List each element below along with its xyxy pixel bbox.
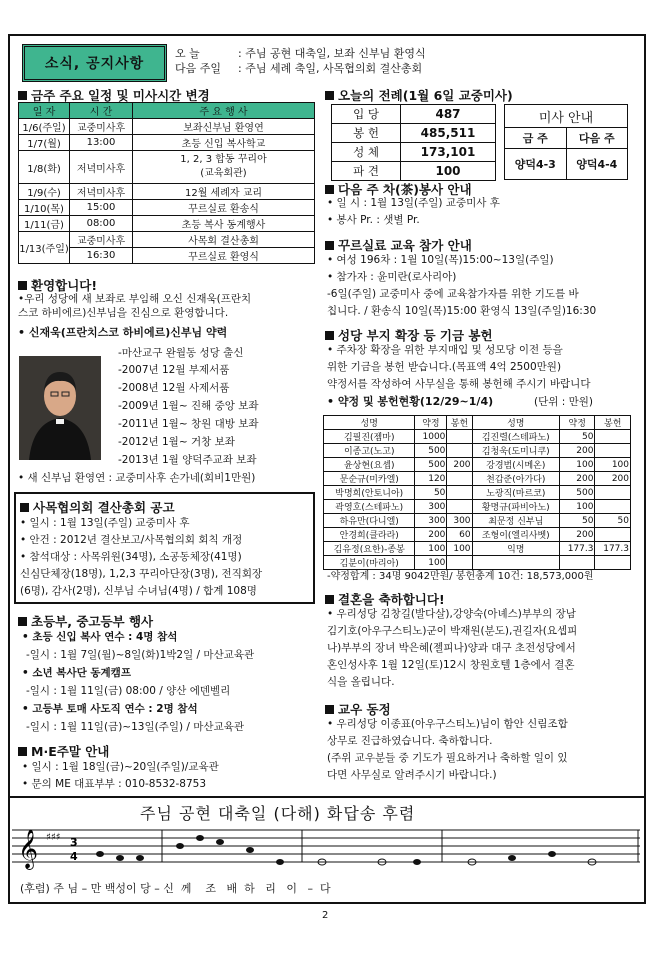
council-heading [20, 498, 175, 516]
bullet-square-icon [325, 241, 334, 250]
bullet-square-icon [18, 91, 27, 100]
youth-title: 초등부, 중고등부 행사 [31, 614, 154, 629]
donation-amount: 50 [559, 430, 594, 444]
schedule-date: 1/9(수) [19, 184, 70, 200]
bullet-square-icon [18, 747, 27, 756]
donation-amount: 300 [415, 514, 447, 528]
mass-guide-table [504, 104, 628, 180]
table-row [332, 143, 496, 162]
donor-name: 문순규(미카엘) [324, 472, 415, 486]
schedule-event: 초등 복사 동계행사 [133, 216, 315, 232]
youth-item: • 초등 신입 복사 연수 : 4명 참석 [22, 631, 178, 643]
donation-amount: 177.3 [559, 542, 594, 556]
schedule-time: 13:00 [70, 135, 133, 151]
mass-guide-col: 금 주 [505, 128, 567, 149]
schedule-date: 1/7(월) [19, 135, 70, 151]
donation-amount: 200 [559, 472, 594, 486]
donor-name: 안경희(클라라) [324, 528, 415, 542]
donation-amount [595, 556, 631, 570]
donor-name: 김분이(마리아) [324, 556, 415, 570]
table-row [324, 486, 631, 500]
bullet-square-icon [325, 185, 334, 194]
donation-amount: 100 [595, 458, 631, 472]
donation-amount: 500 [415, 444, 447, 458]
stats-value: 485,511 [401, 124, 496, 143]
donation-header-cell: 약정 [559, 416, 594, 430]
wedding-line: 김기호(아우구스티노)군이 박재원(분도),권길자(요셉피 [327, 625, 578, 637]
career-item: -2008년 12월 사제서품 [118, 382, 230, 394]
cursillo-line: • 참가자 : 윤미란(로사리아) [327, 271, 457, 283]
next-sunday-text: : 주님 세례 축일, 사목협의회 결산총회 [238, 62, 423, 75]
donor-name: 김유정(요한)-종봉 [324, 542, 415, 556]
donor-name: 조형이(엘리사벳) [472, 528, 559, 542]
page-number: 2 [322, 910, 329, 921]
youth-item-detail: -일시 : 1월 11일(금) 08:00 / 양산 에덴벨리 [26, 685, 231, 697]
table-row [19, 119, 315, 135]
donation-amount: 200 [595, 472, 631, 486]
youth-item: • 고등부 토매 사도직 연수 : 2명 참석 [22, 703, 198, 715]
schedule-event: 꾸르실료 환영식 [133, 248, 315, 264]
schedule-event-line: (교육회관) [200, 168, 247, 179]
bullet-square-icon [20, 503, 29, 512]
table-row [324, 514, 631, 528]
schedule-time: 교중미사후 [70, 232, 133, 248]
donation-amount: 100 [415, 556, 447, 570]
donation-amount [595, 444, 631, 458]
table-row [332, 162, 496, 181]
donation-amount [447, 556, 472, 570]
table-row [332, 105, 496, 124]
donation-amount: 100 [559, 500, 594, 514]
donor-name: 박명희(안토니아) [324, 486, 415, 500]
bullet-square-icon [18, 617, 27, 626]
tea-line: • 일 시 : 1월 13일(주일) 교중미사 후 [327, 197, 500, 209]
schedule-time: 08:00 [70, 216, 133, 232]
music-notes [96, 835, 596, 865]
table-row [324, 556, 631, 570]
donation-line: 위한 기금을 봉헌 받습니다.(목표액 4억 2500만원) [327, 361, 562, 373]
donor-name: 김청욱(도미니쿠) [472, 444, 559, 458]
youth-heading [18, 612, 153, 630]
stats-label: 봉 헌 [332, 124, 401, 143]
career-item: -2007년 12월 부제서품 [118, 364, 230, 376]
schedule-title: 금주 주요 일정 및 미사시간 변경 [31, 88, 210, 103]
donor-name: 이종고(노고) [324, 444, 415, 458]
member-news-title: 교우 동정 [338, 702, 391, 717]
stats-label: 입 당 [332, 105, 401, 124]
schedule-date: 1/13(주일) [19, 232, 70, 264]
donation-unit: (단위 : 만원) [534, 396, 593, 408]
donation-amount: 500 [559, 486, 594, 500]
schedule-col-time: 시 간 [70, 103, 133, 119]
welcome-party: • 새 신부님 환영연 : 교중미사후 손가네(회비1만원) [18, 472, 256, 484]
song-divider [8, 796, 646, 798]
donation-amount: 60 [447, 528, 472, 542]
career-subtitle: • 신재욱(프란치스코 하비에르)신부님 약력 [18, 326, 228, 339]
donor-name [472, 556, 559, 570]
donor-name: 하유만(다니엘) [324, 514, 415, 528]
schedule-time: 15:00 [70, 200, 133, 216]
table-row [19, 184, 315, 200]
donation-amount: 50 [559, 514, 594, 528]
member-news-line: • 우리성당 이종표(아우구스티노)님이 함안 신림조합 [327, 718, 568, 730]
donation-amount [447, 500, 472, 514]
donor-name: 곽영호(스테파노) [324, 500, 415, 514]
donation-amount: 50 [415, 486, 447, 500]
donation-amount [595, 500, 631, 514]
next-sunday-label: 다음 주일 [175, 62, 222, 75]
council-line: (6명), 감사(2명), 신부님 수녀님(4명) / 합계 108명 [20, 585, 257, 597]
career-item: -마산교구 완월동 성당 출신 [118, 347, 244, 359]
table-row [324, 542, 631, 556]
donation-amount: 100 [415, 542, 447, 556]
schedule-event-line: 1, 2, 3 합동 꾸리아 [180, 154, 267, 165]
donor-name: 김필진(젬마) [324, 430, 415, 444]
stats-value: 173,101 [401, 143, 496, 162]
member-news-heading [325, 700, 391, 718]
donor-name: 강경범(시메온) [472, 458, 559, 472]
donation-amount: 120 [415, 472, 447, 486]
stats-value: 100 [401, 162, 496, 181]
schedule-time: 저녁미사후 [70, 184, 133, 200]
wedding-line: • 우리성당 김창길(발다살),강양숙(아녜스)부부의 장남 [327, 608, 576, 620]
stats-title: 오늘의 전례(1월 6일 교중미사) [338, 88, 513, 103]
donor-name: 김진렬(스테파노) [472, 430, 559, 444]
council-line: • 참석대상 : 사목위원(34명), 소공동체장(41명) [20, 551, 242, 563]
council-line: • 일시 : 1월 13일(주일) 교중미사 후 [20, 517, 190, 529]
donation-amount: 1000 [415, 430, 447, 444]
mass-guide-value: 양덕4-4 [566, 149, 628, 180]
table-row [19, 151, 315, 184]
welcome-line: 스코 하비에르)신부님을 진심으로 환영합니다. [18, 307, 229, 319]
schedule-date: 1/11(금) [19, 216, 70, 232]
bullet-square-icon [325, 705, 334, 714]
table-row [324, 430, 631, 444]
donation-amount: 500 [415, 458, 447, 472]
donor-name: 황명규(파비아노) [472, 500, 559, 514]
bullet-square-icon [325, 595, 334, 604]
donation-heading [325, 326, 493, 344]
stats-heading [325, 86, 513, 104]
wedding-line: 식을 올립니다. [327, 676, 395, 688]
table-row [332, 124, 496, 143]
donation-subtitle: • 약정 및 봉헌현황(12/29~1/4) [327, 395, 494, 408]
donation-amount: 200 [559, 528, 594, 542]
schedule-time: 저녁미사후 [70, 151, 133, 184]
schedule-event: 보좌신부님 환영연 [133, 119, 315, 135]
donation-table [323, 415, 631, 570]
mass-guide-title: 미사 안내 [505, 105, 628, 128]
cursillo-heading [325, 236, 472, 254]
donation-line: 약정서를 작성하여 사무실을 통해 봉헌해 주시기 바랍니다 [327, 378, 591, 390]
career-item: -2012년 1월~ 거창 보좌 [118, 436, 235, 448]
staff-lines [12, 830, 640, 862]
time-signature-icon: 4 [70, 850, 78, 863]
schedule-time: 16:30 [70, 248, 133, 264]
time-signature-icon: 3 [70, 836, 78, 849]
donation-header-cell: 성명 [324, 416, 415, 430]
welcome-title: 환영합니다! [31, 278, 98, 293]
schedule-event: 초등 신입 복사학교 [133, 135, 315, 151]
cursillo-line: • 여성 196차 : 1월 10일(목)15:00~13일(주일) [327, 254, 554, 266]
donation-amount [595, 430, 631, 444]
schedule-table [18, 102, 315, 264]
donation-amount: 50 [595, 514, 631, 528]
donor-name: 노광직(마르코) [472, 486, 559, 500]
donation-amount [559, 556, 594, 570]
donation-header-row [324, 416, 631, 430]
table-row [19, 135, 315, 151]
priest-portrait-icon [19, 356, 101, 460]
donation-amount [447, 444, 472, 458]
donation-header-cell: 성명 [472, 416, 559, 430]
schedule-event: 사목회 결산총회 [133, 232, 315, 248]
stats-label: 성 체 [332, 143, 401, 162]
song-lyrics: (후렴) 주 님 – 만 백성이 당 – 신 께 조 배 하 리 이 – 다 [20, 882, 331, 895]
welcome-line: •우리 성당에 새 보좌로 부임해 오신 신재욱(프란치 [18, 293, 252, 305]
table-row [324, 500, 631, 514]
cursillo-title: 꾸르실료 교육 참가 안내 [338, 238, 472, 253]
donor-name: 윤상현(요셉) [324, 458, 415, 472]
member-news-line: 상무로 진급하였습니다. 축하합니다. [327, 735, 493, 747]
youth-item-detail: -일시 : 1월 7일(월)~8일(화)1박2일 / 마산교육관 [26, 649, 255, 661]
donation-amount [447, 486, 472, 500]
bullet-square-icon [325, 331, 334, 340]
donation-amount: 177.3 [595, 542, 631, 556]
donation-amount [447, 430, 472, 444]
table-row [19, 200, 315, 216]
council-line: • 안건 : 2012년 결산보고/사목협의회 회칙 개정 [20, 534, 243, 546]
council-title: 사목협의회 결산총회 공고 [33, 500, 175, 515]
schedule-event [133, 151, 315, 184]
bullet-square-icon [325, 91, 334, 100]
schedule-date: 1/8(화) [19, 151, 70, 184]
table-row [505, 105, 628, 128]
schedule-header-row [19, 103, 315, 119]
song-title: 주님 공현 대축일 (다해) 화답송 후렴 [140, 804, 416, 823]
tea-line: • 봉사 Pr. : 샛별 Pr. [327, 214, 420, 226]
tea-title: 다음 주 차(茶)봉사 안내 [338, 182, 472, 197]
news-label-box: 소식, 공지사항 [22, 44, 167, 82]
me-line: • 일시 : 1월 18일(금)~20일(주일)/교육관 [22, 761, 219, 773]
schedule-col-event: 주 요 행 사 [133, 103, 315, 119]
treble-clef-icon: 𝄞 [18, 829, 39, 869]
table-row [505, 128, 628, 149]
wedding-heading [325, 590, 445, 608]
me-heading [18, 742, 109, 760]
donation-amount: 100 [559, 458, 594, 472]
schedule-date: 1/10(목) [19, 200, 70, 216]
donation-amount: 200 [415, 528, 447, 542]
stats-label: 파 견 [332, 162, 401, 181]
member-news-line: 다면 사무실로 알려주시기 바랍니다.) [327, 769, 497, 781]
wedding-line: 나)부부의 장녀 박은혜(젤피나)양과 대구 초전성당에서 [327, 642, 576, 654]
stats-table [331, 104, 496, 181]
table-row [324, 472, 631, 486]
career-item: -2009년 1월~ 진해 중앙 보좌 [118, 400, 259, 412]
donor-name: 최문정 신부님 [472, 514, 559, 528]
mass-guide-value: 양덕4-3 [505, 149, 567, 180]
cursillo-line: -6일(주일) 교중미사 중에 교육참가자를 위한 기도를 바 [327, 288, 579, 300]
me-title: M·E주말 안내 [31, 744, 110, 759]
table-row [324, 528, 631, 542]
donor-name: 익명 [472, 542, 559, 556]
donation-amount: 200 [559, 444, 594, 458]
cursillo-line: 칩니다. / 환송식 10일(목)15:00 환영식 13일(주일)16:30 [327, 305, 597, 317]
bullet-square-icon [18, 281, 27, 290]
donation-line: • 주차장 확장을 위한 부지매입 및 성모당 이전 등을 [327, 344, 563, 356]
schedule-event: 꾸르실료 환송식 [133, 200, 315, 216]
mass-guide-col: 다음 주 [566, 128, 628, 149]
today-text: : 주님 공현 대축일, 보좌 신부님 환영식 [238, 47, 426, 60]
wedding-title: 결혼을 축하합니다! [338, 592, 445, 607]
wedding-line: 혼인성사후 1월 12일(토)12시 창원호텔 1층에서 결혼 [327, 659, 575, 671]
donor-name: 천갑준(아가다) [472, 472, 559, 486]
donation-title: 성당 부지 확장 등 기금 봉헌 [338, 328, 493, 343]
stats-value: 487 [401, 105, 496, 124]
career-item: -2013년 1월 양덕주교좌 보좌 [118, 454, 257, 466]
donation-amount: 300 [415, 500, 447, 514]
donation-amount: 100 [447, 542, 472, 556]
donation-table-body [324, 416, 631, 570]
council-line: 신심단체장(18명), 1,2,3 꾸리아단장(3명), 전직회장 [20, 568, 263, 580]
youth-item: • 소년 복사단 동계캠프 [22, 667, 131, 679]
table-row [19, 232, 315, 248]
table-row [324, 458, 631, 472]
schedule-col-date: 일 자 [19, 103, 70, 119]
donation-header-cell: 약정 [415, 416, 447, 430]
table-row [19, 216, 315, 232]
key-sharp-icon: ♯♯♯ [46, 832, 61, 843]
schedule-date: 1/6(주일) [19, 119, 70, 135]
donation-amount: 300 [447, 514, 472, 528]
career-item: -2011년 1월~ 창원 대방 보좌 [118, 418, 259, 430]
donation-amount [595, 528, 631, 542]
donation-amount [595, 486, 631, 500]
donation-header-cell: 봉헌 [447, 416, 472, 430]
priest-photo [19, 356, 101, 460]
youth-item-detail: -일시 : 1월 11일(금)~13일(주일) / 마산교육관 [26, 721, 244, 733]
today-label: 오 늘 [175, 47, 200, 60]
me-line: • 문의 ME 대표부부 : 010-8532-8753 [22, 778, 207, 790]
member-news-line: (주위 교우분들 중 기도가 필요하거나 축하할 일이 있 [327, 752, 568, 764]
donation-amount [447, 472, 472, 486]
donation-amount: 200 [447, 458, 472, 472]
schedule-event: 12월 세례자 교리 [133, 184, 315, 200]
table-row [324, 444, 631, 458]
donation-header-cell: 봉헌 [595, 416, 631, 430]
donation-summary: -약정합계 : 34명 9042만원/ 봉헌총계 10건: 18,573,000원 [327, 571, 594, 582]
table-row [505, 149, 628, 180]
schedule-time: 교중미사후 [70, 119, 133, 135]
